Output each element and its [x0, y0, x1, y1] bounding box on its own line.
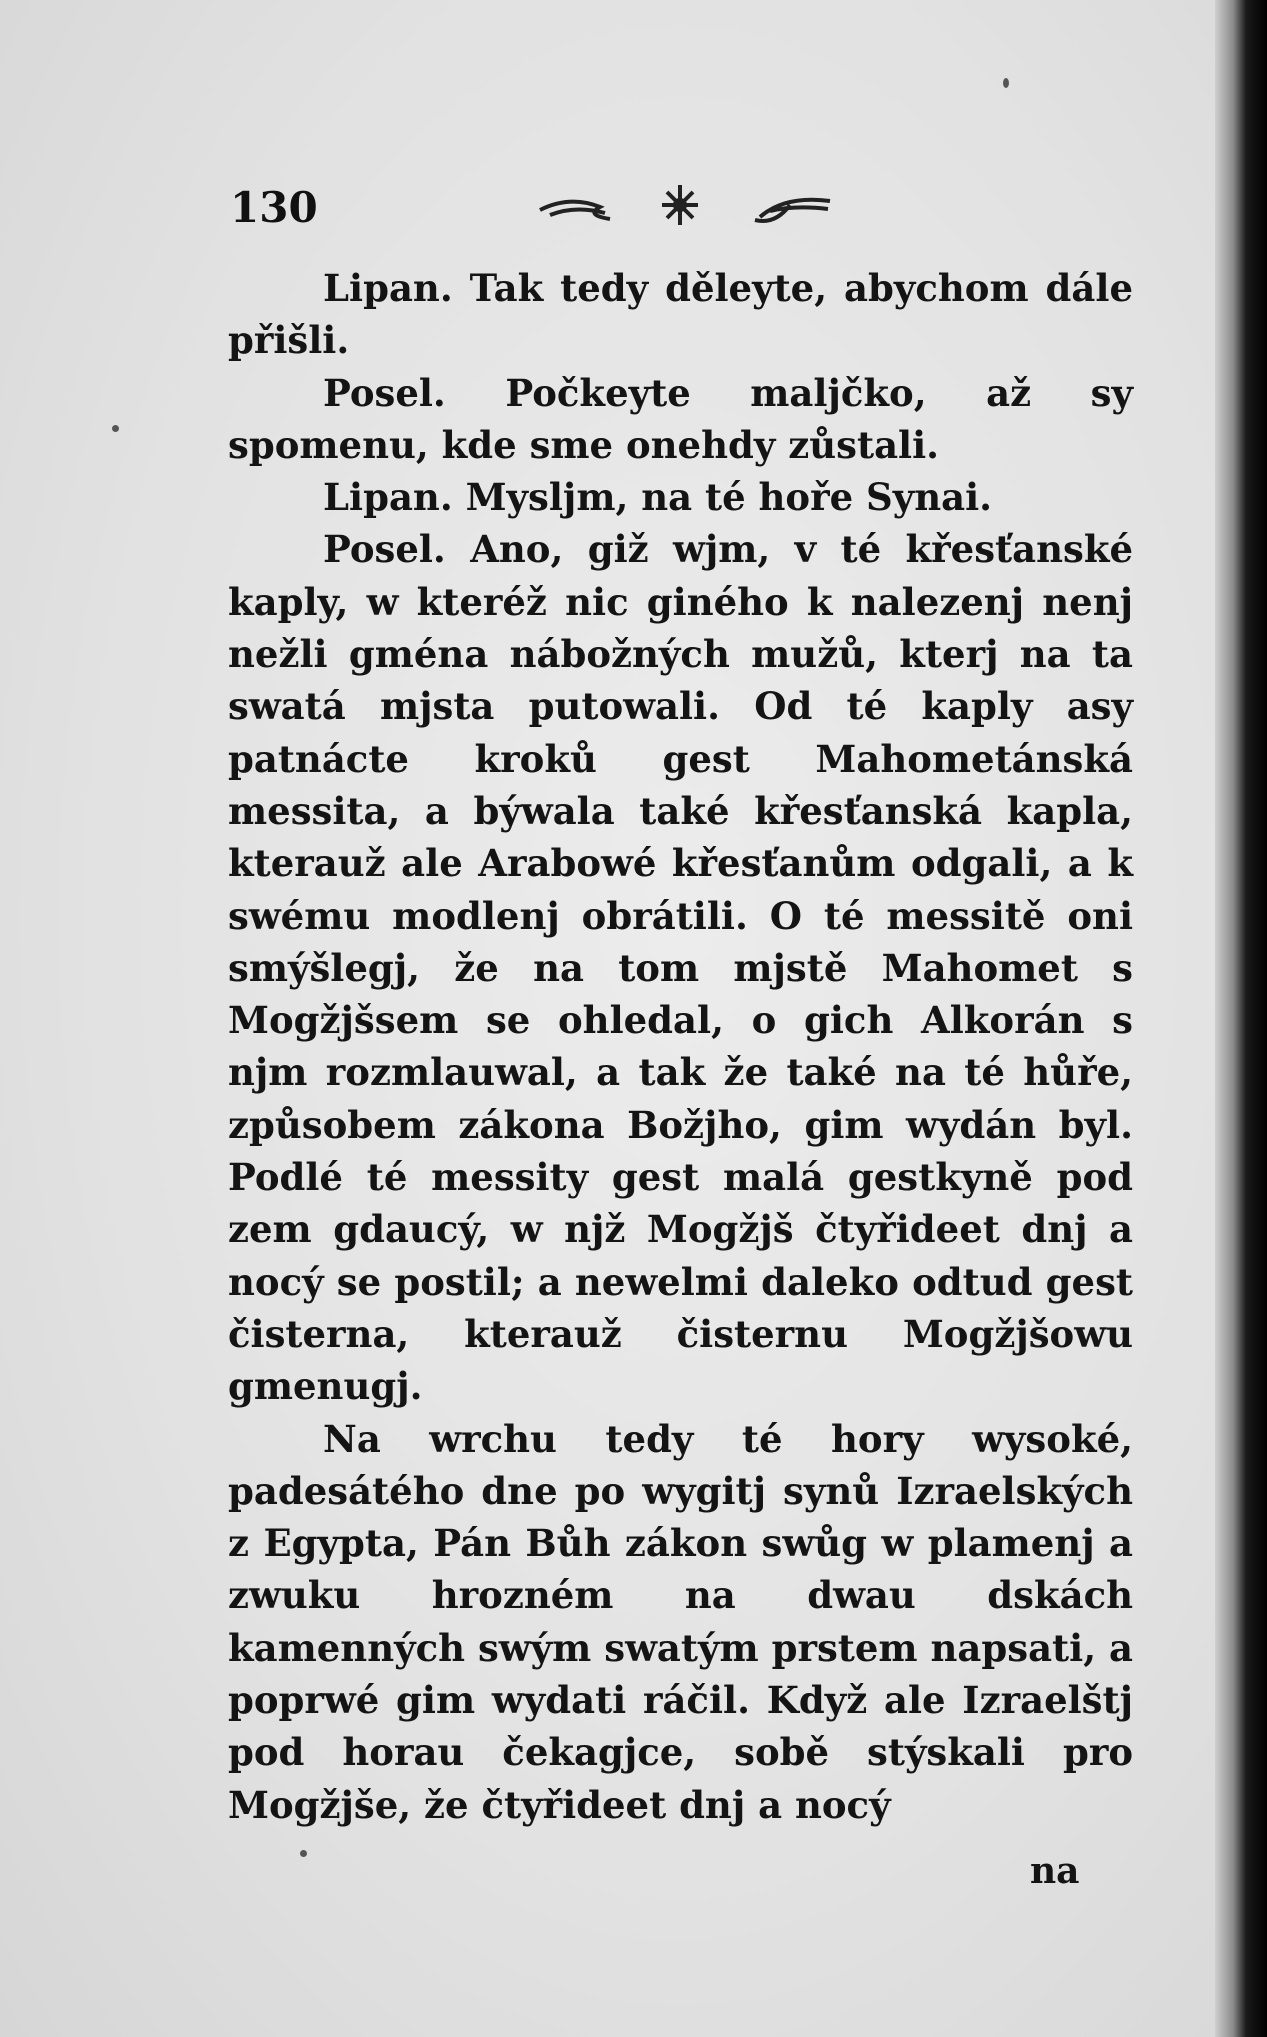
paper-speck: [1003, 78, 1009, 88]
paragraph-text: Mysljm, na té hoře Synai.: [465, 475, 993, 520]
paper-speck: [300, 1850, 307, 1857]
paragraph-4: [228, 523, 1133, 1412]
speaker-label: Posel.: [323, 370, 446, 415]
paragraph-1: [228, 262, 1133, 367]
page-gutter-shadow: [1215, 0, 1267, 2037]
catchword: na: [1030, 1850, 1080, 1892]
ornament-icon: [530, 175, 840, 235]
paragraph-text: Tak tedy děleyte, abychom dále přišli.: [228, 266, 1133, 363]
paragraph-5: [228, 1413, 1133, 1831]
speaker-label: Posel.: [323, 527, 446, 572]
paragraph-text: Na wrchu tedy té hory wysoké, padesátého dne po wygitj synů Izraelských z Egypta, Pán Bůh zákon swůg w plamenj a zwuku hrozném na dwau dskách kamenných swým swatým prstem napsati, a poprwé gim wydati ráčil. Když ale Izraelštj pod horau čekagjce, sobě stýskali pro Mogžjše, že čtyřideet dnj a nocý: [228, 1416, 1133, 1827]
page-header: [230, 165, 1130, 245]
page-number: 130: [230, 183, 318, 232]
paragraph-text: Počkeyte malјčko, až sy spomenu, kde sme onehdy zůstali.: [228, 370, 1133, 467]
paragraph-2: [228, 367, 1133, 472]
speaker-label: Lipan.: [323, 266, 453, 310]
paragraph-3: [228, 471, 1133, 523]
paragraph-text: Ano, giž wjm, v té křesťanské kaply, w kteréž nic giného k nalezenj nenj nežli gména nábožných mužů, kterj na ta swatá mjsta putowali. Od té kaply asy patnácte kroků gest Mahometánská messita, a býwala také křesťanská kapla, kterauž ale Arabowé křesťanům odgali, a k swému modlenj obrátili. O té messitě oni smýšlegj, že na tom mjstě Mahomet s Mogžjšsem se ohledal, o gich Alkorán s njm rozmlauwal, a tak že také na té hůře, způsobem zákona Božjho, gim wydán byl. Podlé té messity gest malá gestkyně pod zem gdaucý, w njž Mogžjš čtyřideet dnj a nocý se postil; a newelmi daleko odtud gest čisterna, kterauž čisternu Mogžjšowu gmenugj.: [228, 527, 1133, 1409]
paper-speck: [112, 425, 119, 432]
main-text: [228, 262, 1133, 1831]
speaker-label: Lipan.: [323, 475, 453, 520]
